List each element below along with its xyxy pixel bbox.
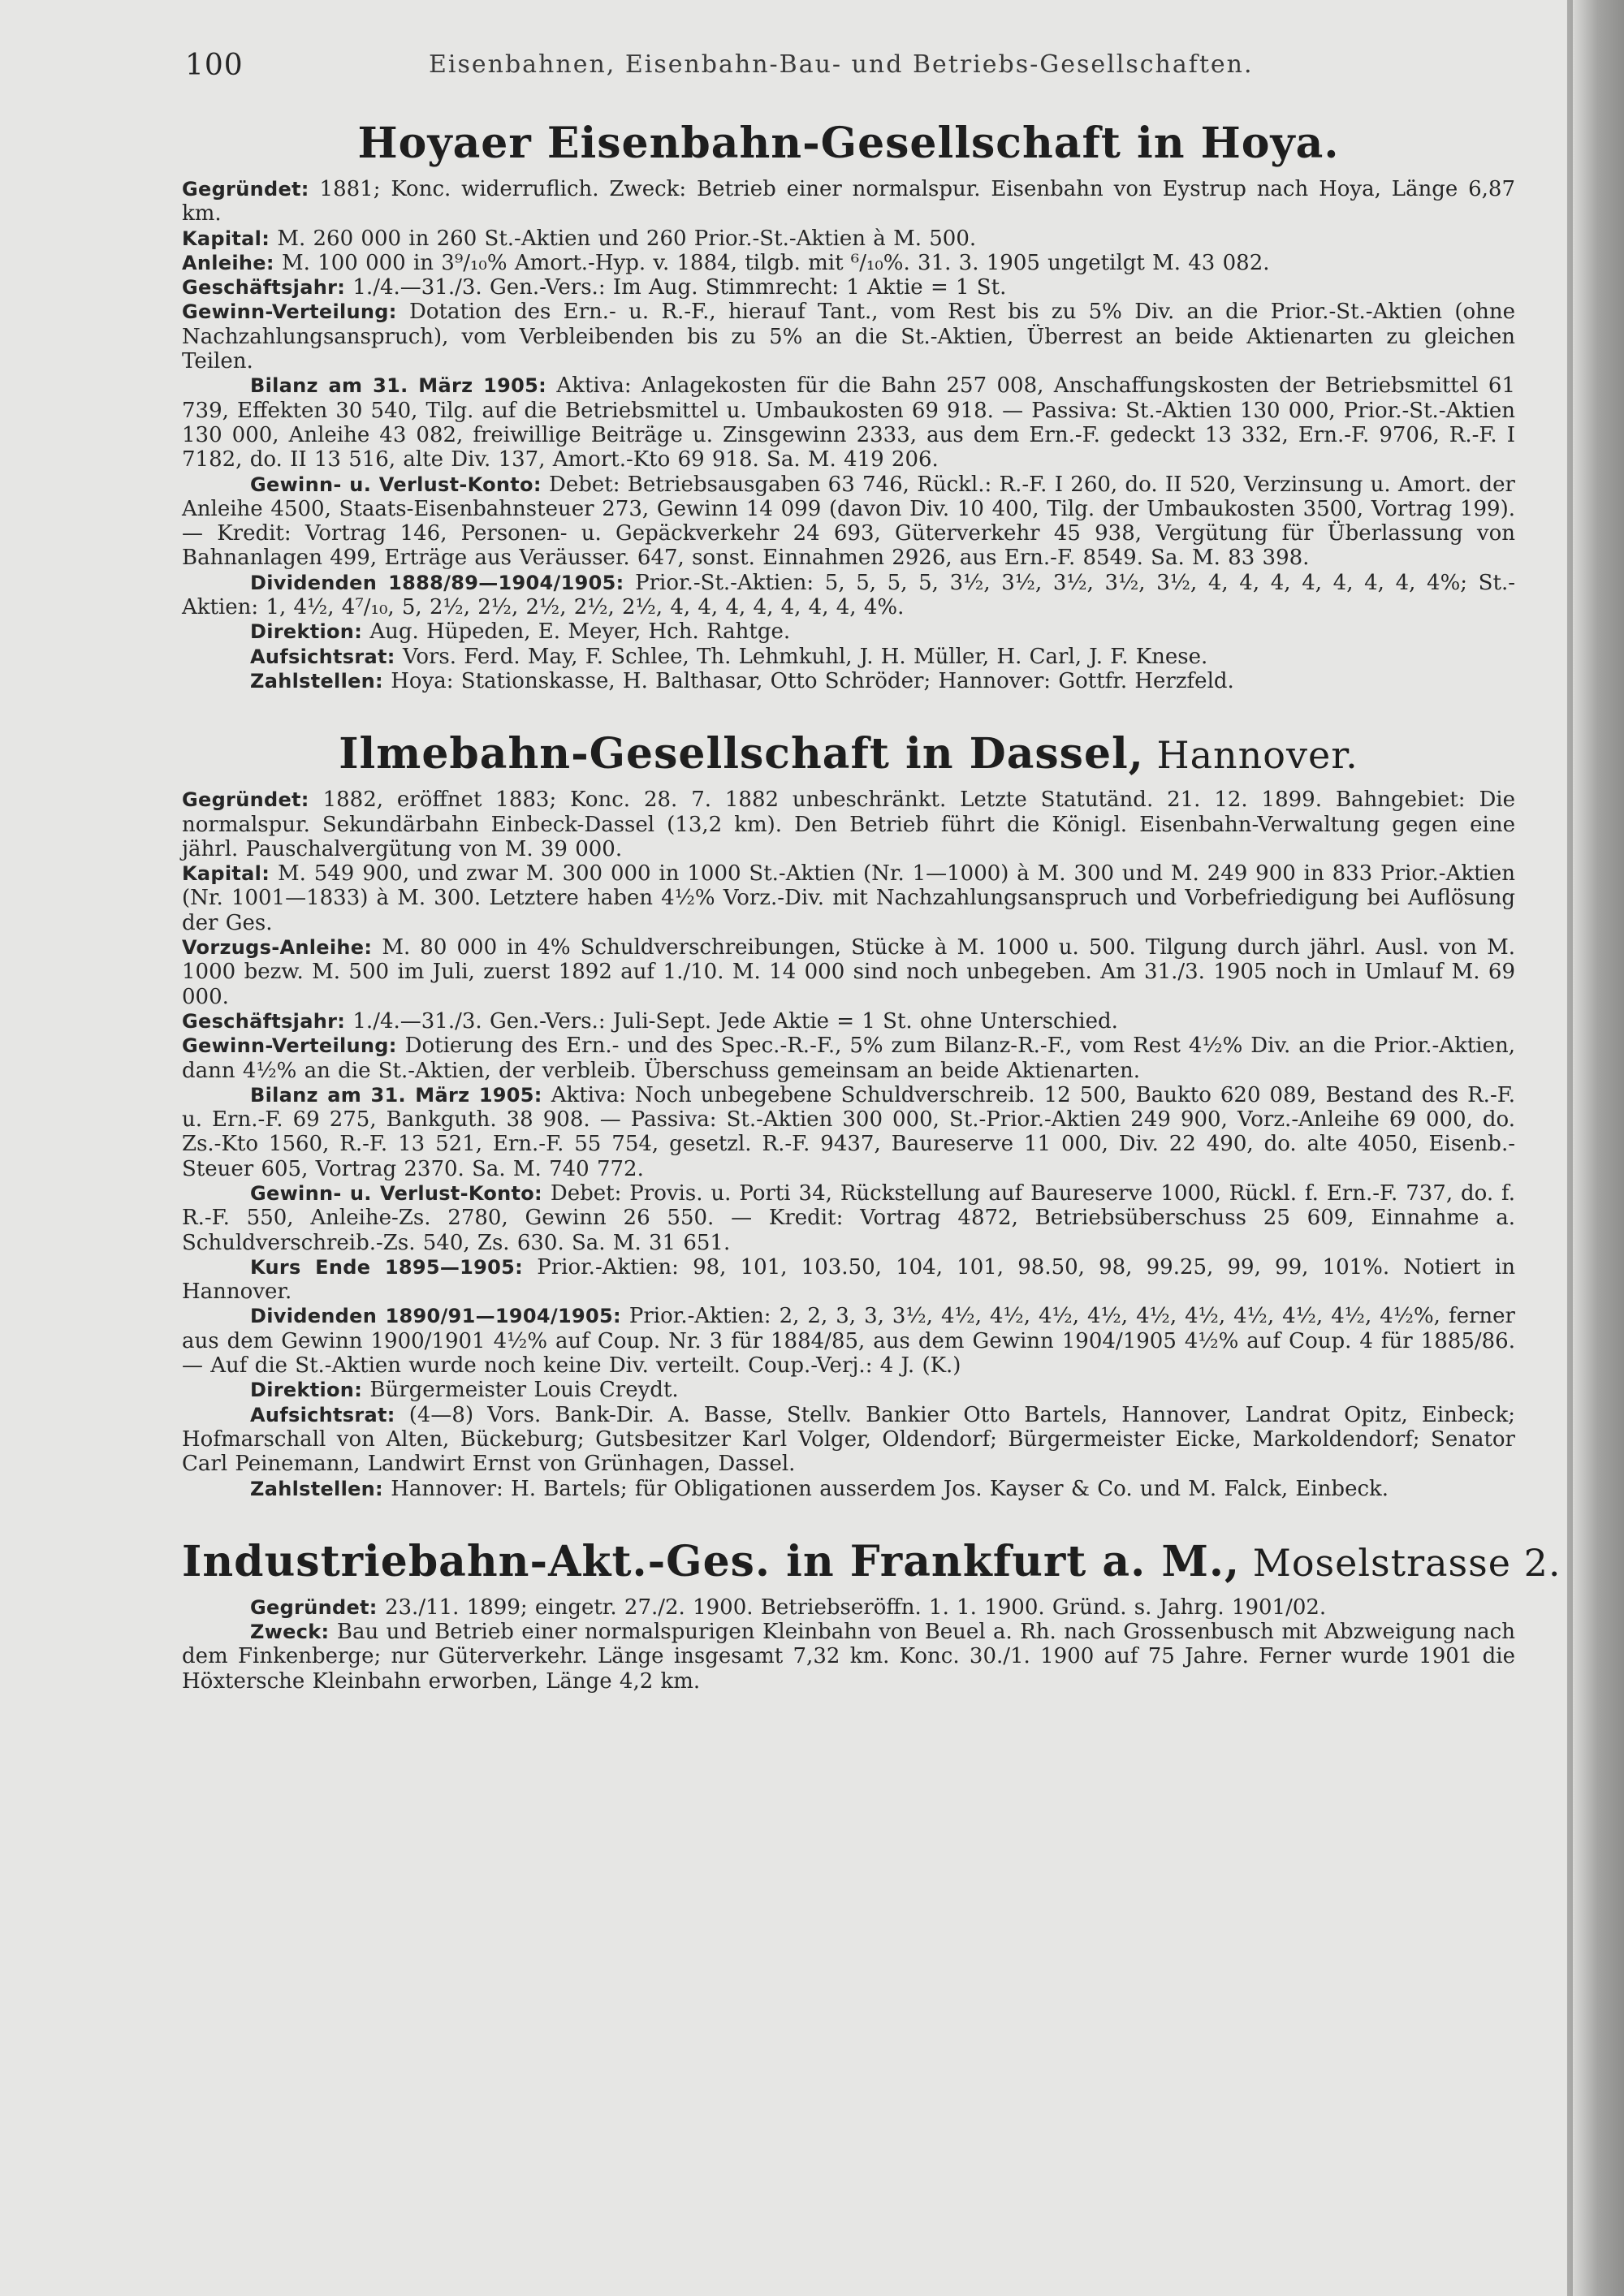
running-header [185,49,1517,88]
entry-paragraph [182,935,1515,1009]
running-title: Eisenbahnen, Eisenbahn-Bau- und Betriebs-Gesellschaften. [429,50,1254,79]
entry-text: 1./4.—31./3. Gen.-Vers.: Juli-Sept. Jede Aktie = 1 St. ohne Unterschied. [345,1008,1118,1034]
entry-label: Dividenden 1888/89—1904/1905: [250,571,624,594]
entry-paragraph [182,1255,1515,1305]
entry-paragraph [182,177,1515,227]
entry-paragraph [182,1009,1515,1034]
company-entry [182,724,1515,1501]
entry-label: Aufsichtsrat: [250,645,395,668]
page-number: 100 [185,49,244,82]
entry-label: Zweck: [250,1621,330,1644]
entry-paragraph [182,1403,1515,1477]
entry-text: Prior.-Aktien: 98, 101, 103.50, 104, 101, 98.50, 98, 99.25, 99, 99, 101%. Notiert in Hannover. [182,1254,1515,1305]
page-content [182,114,1561,1724]
entry-paragraph [182,227,1515,251]
entry-text: (4—8) Vors. Bank-Dir. A. Basse, Stellv. Bankier Otto Bartels, Hannover, Landrat Opitz, Einbeck; Hofmarschall von Alten, Bückeburg; Gutsbesitzer Karl Volger, Oldendorf; Bürgermeister Eicke, Markoldendorf; Senator Carl Peinemann, Landwirt Ernst von Grünhagen, Dassel. [182,1402,1515,1477]
entry-text: Debet: Betriebsausgaben 63 746, Rückl.: R.-F. I 260, do. II 520, Verzinsung u. Amort. der Anleihe 4500, Staats-Eisenbahnsteuer 273, Gewinn 14 099 (davon Div. 10 400, Tilg. der Umbaukosten 3500, Vortrag 199). — Kredit: Vortrag 146, Personen- u. Gepäckverkehr 24 693, Güterverkehr 45 938, Vergütung für Überlassung von Bahnanlagen 499, Erträge aus Veräusser. 647, sonst. Einnahmen 2926, aus Ern.-F. 8549. Sa. M. 83 398. [182,472,1515,571]
entry-label: Anleihe: [182,251,274,274]
company-title [182,724,1515,788]
entry-text: Prior.-St.-Aktien: 5, 5, 5, 5, 3½, 3½, 3½, 3½, 3½, 4, 4, 4, 4, 4, 4, 4, 4%; St.-Aktien: 1, 4½, 4⁷/₁₀, 5, 2½, 2½, 2½, 2½, 2½, 4, 4, 4, 4, 4, 4, 4, 4%. [182,570,1515,620]
company-title [182,1532,1561,1595]
entry-label: Bilanz am 31. März 1905: [250,1083,542,1107]
entry-paragraph [182,619,1515,644]
entry-paragraph [182,1595,1515,1620]
entry-label: Direktion: [250,1379,363,1402]
entry-text: Prior.-Aktien: 2, 2, 3, 3, 3½, 4½, 4½, 4½, 4½, 4½, 4½, 4½, 4½, 4½, 4½%, ferner aus dem Gewinn 1900/1901 4½% auf Coup. Nr. 3 für 1884/85, aus dem Gewinn 1904/1905 4½% auf Coup. 4 für 1885/86. — Auf die St.-Aktien wurde noch keine Div. verteilt. Coup.-Verj.: 4 J. (K.) [182,1304,1515,1379]
entry-text: Vors. Ferd. May, F. Schlee, Th. Lehmkuhl, J. H. Müller, H. Carl, J. F. Knese. [395,644,1208,669]
entry-text: Bau und Betrieb einer normalspurigen Kleinbahn von Beuel a. Rh. nach Grossenbusch mit Abzweigung nach dem Finkenberge; nur Güterverkehr. Länge insgesamt 7,32 km. Konc. 30./1. 1900 auf 75 Jahre. Ferner wurde 1901 die Höxtersche Kleinbahn erworben, Länge 4,2 km. [182,1620,1515,1694]
entry-label: Direktion: [250,620,363,644]
entry-text: 1./4.—31./3. Gen.-Vers.: Im Aug. Stimmrecht: 1 Aktie = 1 St. [345,275,1007,300]
entry-paragraph [182,300,1515,373]
entry-paragraph [182,571,1515,620]
entry-text: 1881; Konc. widerruflich. Zweck: Betrieb einer normalspur. Eisenbahn von Eystrup nach Hoya, Länge 6,87 km. [182,177,1515,227]
entry-paragraph [182,251,1515,275]
entry-paragraph [182,1378,1515,1402]
entry-label: Geschäftsjahr: [182,276,346,300]
entry-label: Geschäftsjahr: [182,1009,346,1033]
company-name: Industriebahn-Akt.-Ges. in Frankfurt a. M., [182,1536,1241,1586]
entry-text: Dotation des Ern.- u. R.-F., hierauf Tant., vom Rest bis zu 5% Div. an die Prior.-St.-Aktien (ohne Nachzahlungsanspruch), vom Verbleibenden bis zu 5% an die St.-Aktien, Überrest an beide Aktienarten zu gleichen Teilen. [182,300,1515,374]
entry-text: Debet: Provis. u. Porti 34, Rückstellung auf Baureserve 1000, Rückl. f. Ern.-F. 737, do. f. R.-F. 550, Anleihe-Zs. 2780, Gewinn 26 550. — Kredit: Vortrag 4872, Betriebsüberschuss 25 609, Einnahme a. Schuldverschreib.-Zs. 540, Zs. 630. Sa. M. 31 651. [182,1180,1516,1255]
company-name: Ilmebahn-Gesellschaft in Dassel, [339,729,1144,779]
entry-label: Kapital: [182,227,270,250]
entry-text: M. 260 000 in 260 St.-Aktien und 260 Prior.-St.-Aktien à M. 500. [270,226,977,251]
entry-text: Aktiva: Noch unbegebene Schuldverschreib. 12 500, Baukto 620 089, Bestand des R.-F. u. Ern.-F. 69 275, Bankguth. 38 908. — Passiva: St.-Aktien 300 000, St.-Prior.-Aktien 249 900, Vorz.-Anleihe 69 000, do. Zs.-Kto 1560, R.-F. 13 521, Ern.-F. 55 754, gesetzl. R.-F. 9437, Baureserve 11 000, Div. 22 490, do. alte 4050, Eisenb.-Steuer 605, Vortrag 2370. Sa. M. 740 772. [182,1082,1515,1181]
entry-label: Dividenden 1890/91—1904/1905: [250,1305,621,1328]
entry-paragraph [182,669,1515,693]
entry-text: Hoya: Stationskasse, H. Balthasar, Otto Schröder; Hannover: Gottfr. Herzfeld. [382,668,1234,693]
entry-label: Zahlstellen: [250,1477,383,1500]
entry-paragraph [182,373,1515,472]
entry-text: Bürgermeister Louis Creydt. [362,1378,679,1403]
entry-label: Gegründet: [182,788,309,812]
entry-label: Kurs Ende 1895—1905: [250,1255,524,1279]
entry-label: Aufsichtsrat: [250,1403,395,1426]
entry-text: Aug. Hüpeden, E. Meyer, Hch. Rahtge. [362,619,791,645]
entry-text: M. 100 000 in 3⁹/₁₀% Amort.-Hyp. v. 1884, tilgb. mit ⁶/₁₀%. 31. 3. 1905 ungetilgt M. 43 082. [274,250,1270,275]
entry-text: Dotierung des Ern.- und des Spec.-R.-F., 5% zum Bilanz-R.-F., vom Rest 4½% Div. an die Prior.-Aktien, dann 4½% an die St.-Aktien, der verbleib. Überschuss gemeinsam an beide Aktienarten. [182,1034,1515,1083]
entry-paragraph [182,861,1515,935]
entry-label: Zahlstellen: [250,669,383,693]
entry-text: 1882, eröffnet 1883; Konc. 28. 7. 1882 unbeschränkt. Letzte Statutänd. 21. 12. 1899. Bahngebiet: Die normalspur. Sekundärbahn Einbeck-Dassel (13,2 km). Den Betrieb führt die Königl. Eisenbahn-Verwaltung gegen eine jährl. Pauschalvergütung von M. 39 000. [182,788,1515,861]
entry-paragraph [182,645,1515,669]
company-name: Hoyaer Eisenbahn-Gesellschaft in Hoya. [357,119,1340,168]
entry-paragraph [182,473,1515,571]
entry-paragraph [182,1181,1515,1255]
entry-text: M. 80 000 in 4% Schuldverschreibungen, Stücke à M. 1000 u. 500. Tilgung durch jährl. Ausl. von M. 1000 bezw. M. 500 im Juli, zuerst 1892 auf 1./10. M. 14 000 sind noch unbegeben. Am 31./3. 1905 noch in Umlauf M. 69 000. [182,935,1515,1009]
entry-label: Gewinn- u. Verlust-Konto: [250,1181,542,1205]
company-title [182,114,1515,177]
company-entry [182,114,1515,693]
entry-label: Gegründet: [250,1595,378,1619]
entry-paragraph [182,1620,1515,1694]
entry-paragraph [182,1477,1515,1501]
entry-text: Hannover: H. Bartels; für Obligationen ausserdem Jos. Kayser & Co. und M. Falck, Einbeck. [382,1476,1389,1501]
entry-label: Gewinn- u. Verlust-Konto: [250,473,542,496]
entry-paragraph [182,275,1515,300]
entry-text: M. 549 900, und zwar M. 300 000 in 1000 St.-Aktien (Nr. 1—1000) à M. 300 und M. 249 900 in 833 Prior.-Aktien (Nr. 1001—1833) à M. 300. Letztere haben 4½% Vorz.-Div. mit Nachzahlungsanspruch und Vorbefriedigung bei Auflösung der Ges. [182,861,1515,935]
entry-paragraph [182,1083,1515,1181]
entry-paragraph [182,788,1515,861]
entry-paragraph [182,1034,1515,1083]
entry-text: Aktiva: Anlagekosten für die Bahn 257 008, Anschaffungskosten der Betriebsmittel 61 739, Effekten 30 540, Tilg. auf die Betriebsmittel u. Umbaukosten 69 918. — Passiva: St.-Aktien 130 000, Prior.-St.-Aktien 130 000, Anleihe 43 082, freiwillige Beiträge u. Zinsgewinn 2333, aus dem Ern.-F. gedeckt 13 332, Ern.-F. 9706, R.-F. I 7182, do. II 13 516, alte Div. 137, Amort.-Kto 69 918. Sa. M. 419 206. [182,373,1515,473]
entry-paragraph [182,1304,1515,1378]
entry-label: Kapital: [182,862,270,886]
entry-label: Gewinn-Verteilung: [182,1034,397,1058]
entry-text: 23./11. 1899; eingetr. 27./2. 1900. Betriebseröffn. 1. 1. 1900. Gründ. s. Jahrg. 1901/02. [377,1595,1327,1620]
company-entry [182,1532,1561,1694]
entry-label: Bilanz am 31. März 1905: [250,374,547,398]
entry-label: Gewinn-Verteilung: [182,300,397,324]
entry-label: Gegründet: [182,178,309,201]
company-location: Hannover. [1143,733,1358,778]
company-location: Moselstrasse 2. [1240,1540,1561,1585]
entry-label: Vorzugs-Anleihe: [182,936,373,960]
page-gutter-shadow [1566,0,1624,2296]
